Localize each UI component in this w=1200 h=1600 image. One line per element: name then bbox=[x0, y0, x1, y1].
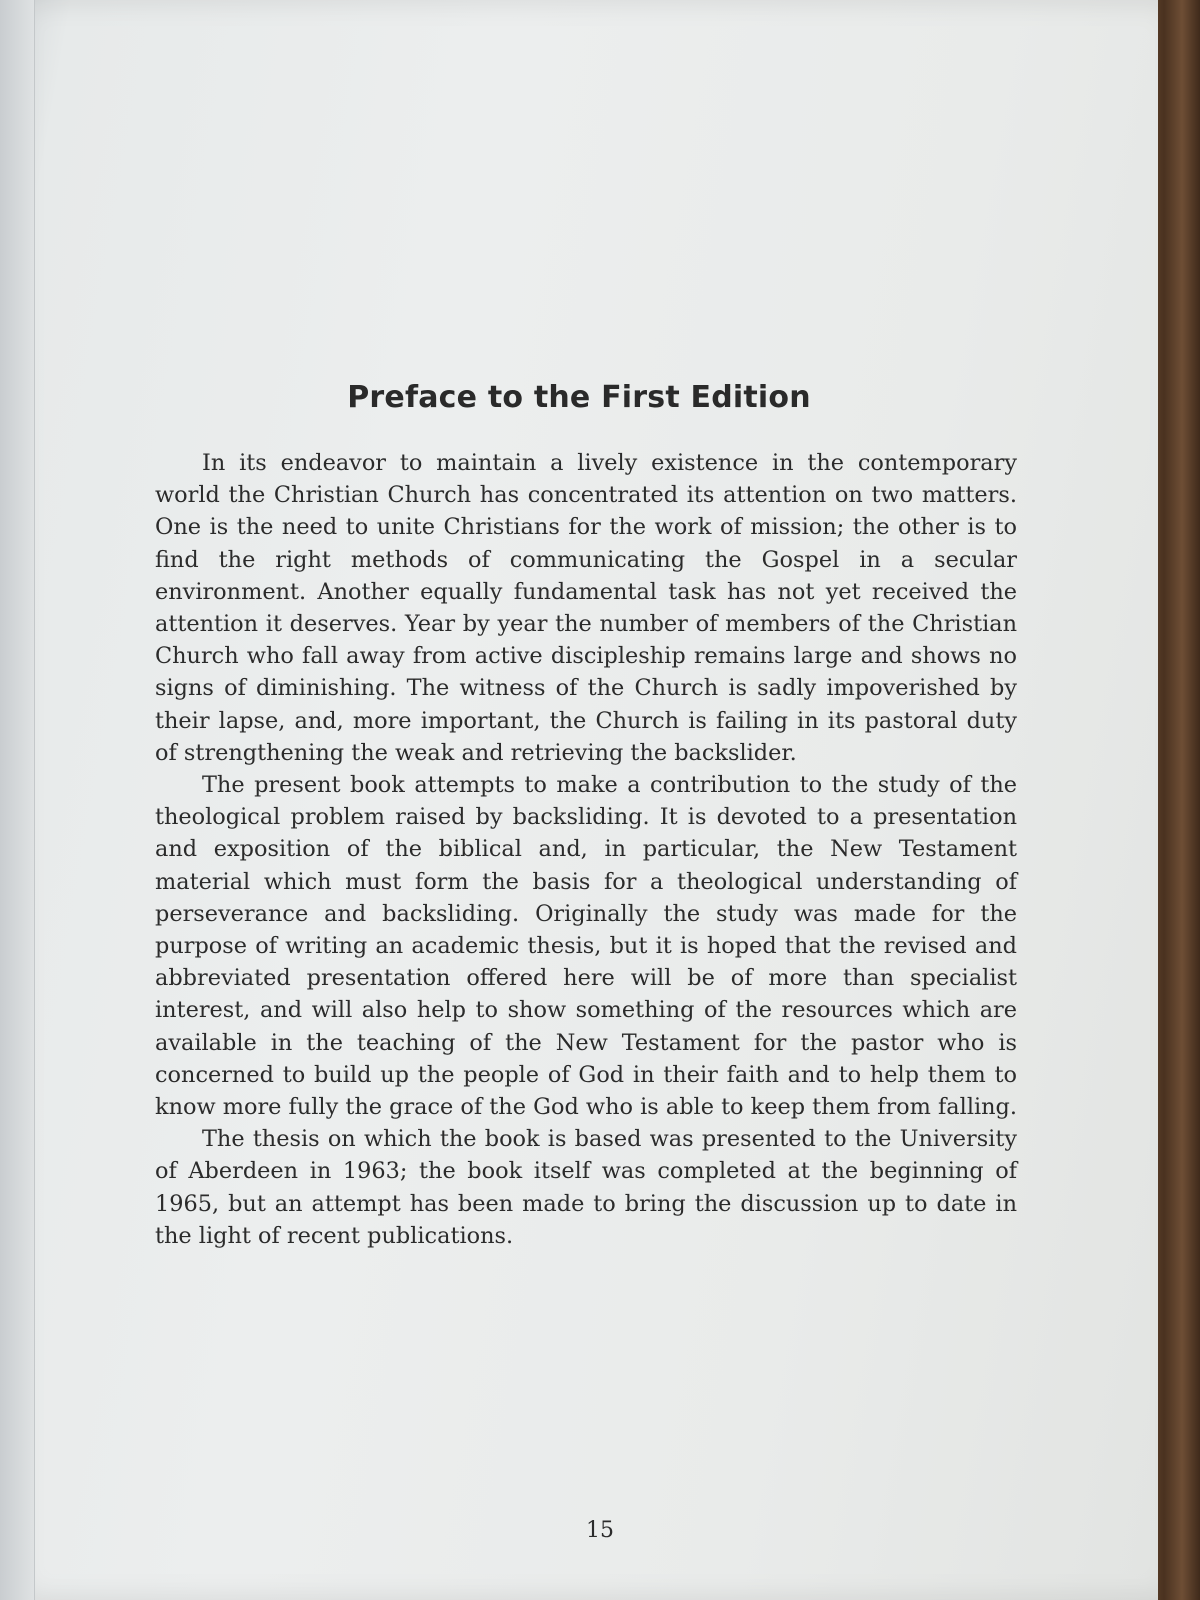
paragraph-3: The thesis on which the book is based was presented to the University of Aberdeen in 1963; the book itself was completed at the beginning of 1965, but an attempt has been made to bring the discussion up to date in the light of recent publications. bbox=[155, 1126, 1017, 1249]
preface-body bbox=[155, 447, 1017, 1252]
page-gutter bbox=[0, 0, 35, 1600]
paragraph-2: The present book attempts to make a contribution to the study of the theological problem raised by backsliding. It is devoted to a presentation and exposition of the biblical and, in particular, the New Testament material which must form the basis for a theological understanding of perseverance and backsliding. Originally the study was made for the purpose of writing an academic thesis, but it is hoped that the revised and abbreviated presentation offered here will be of more than specialist interest, and will also help to show something of the resources which are available in the teaching of the New Testament for the pastor who is concerned to build up the people of God in their faith and to help them to know more fully the grace of the God who is able to keep them from falling. bbox=[155, 772, 1018, 1121]
page-title: Preface to the First Edition bbox=[347, 380, 811, 415]
paragraph-1: In its endeavor to maintain a lively existence in the contemporary world the Christian Church has concentrated its attention on two matters. One is the need to unite Christians for the work of mission; the other is to find the right methods of communicating the Gospel in a secular environment. Another equally fundamental task has not yet received the attention it deserves. Year by year the number of members of the Christian Church who fall away from active discipleship remains large and shows no signs of diminishing. The witness of the Church is sadly impoverished by their lapse, and, more important, the Church is failing in its pastoral duty of strengthening the weak and retrieving the backslider. bbox=[155, 450, 1017, 766]
page-number: 15 bbox=[586, 1518, 614, 1543]
